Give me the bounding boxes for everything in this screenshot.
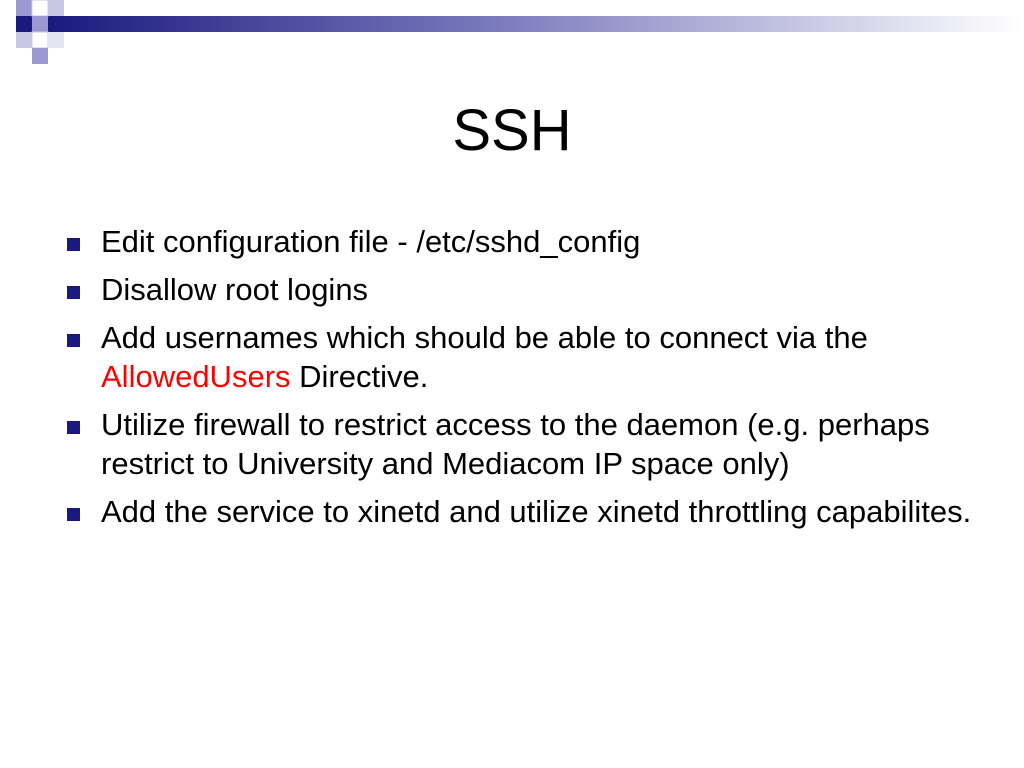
bullet-text: Add the service to xinetd and utilize xinetd throttling capabilites. [101, 494, 972, 529]
square-bullet-icon [67, 334, 80, 347]
deco-square [48, 32, 64, 48]
deco-square [16, 32, 32, 48]
deco-square [0, 16, 16, 32]
deco-square [0, 0, 16, 16]
bullet-text: Utilize firewall to restrict access to the daemon (e.g. perhaps restrict to University and Mediacom IP space only) [101, 407, 930, 481]
slide-title: SSH [452, 98, 572, 163]
square-bullet-icon [67, 238, 80, 251]
deco-square [32, 16, 48, 32]
bullet-text: Edit configuration file - /etc/sshd_config [101, 224, 641, 259]
bullet-text-before: Add usernames which should be able to connect via the [101, 320, 868, 355]
decorative-header-graphic [0, 0, 1024, 64]
bullet-text: Disallow root logins [101, 272, 369, 307]
deco-square [32, 0, 48, 16]
deco-square [32, 48, 48, 64]
square-bullet-icon [67, 508, 80, 521]
square-bullet-icon [67, 421, 80, 434]
bullet-item [64, 270, 994, 309]
bullet-item [64, 492, 994, 531]
bullet-item [64, 318, 994, 396]
bullet-item [64, 405, 994, 483]
deco-square [16, 0, 32, 16]
deco-square [32, 32, 48, 48]
deco-square [48, 0, 64, 16]
bullet-item [64, 222, 994, 261]
deco-square [16, 16, 32, 32]
header-gradient-band [48, 16, 1024, 32]
highlighted-directive-name: AllowedUsers [101, 359, 291, 394]
bullet-text-after: Directive. [290, 359, 429, 394]
square-bullet-icon [67, 286, 80, 299]
bullet-list [64, 222, 994, 540]
